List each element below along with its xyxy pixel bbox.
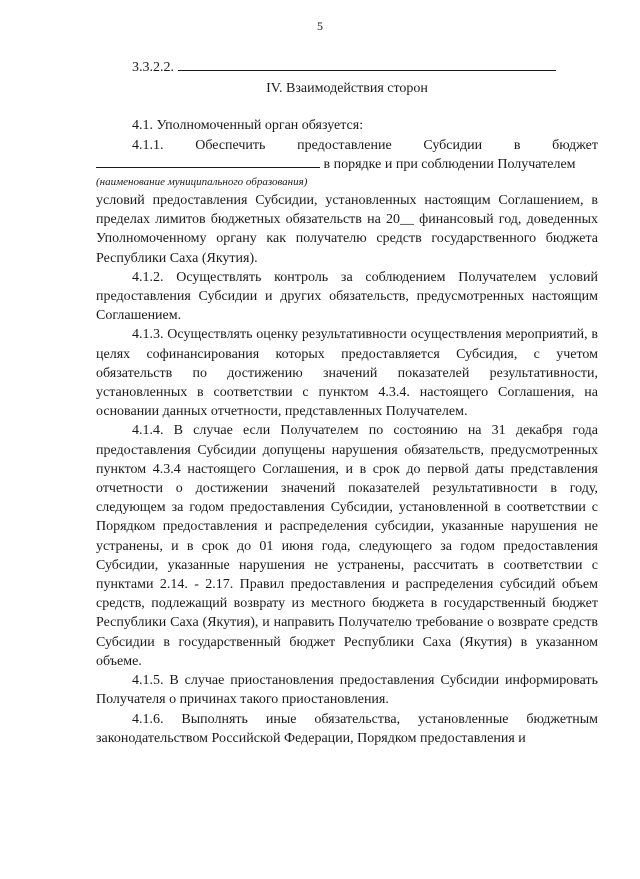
paragraph-4-1-5: 4.1.5. В случае приостановления предоставления Субсидии информировать Получателя о причинах такого приостановления.	[96, 673, 598, 708]
paragraph-4-1-4: 4.1.4. В случае если Получателем по состоянию на 31 декабря года предоставления Субсидии допущены нарушения обязательств, предусмотренных пунктом 4.3.4 настоящего Соглашения, и в срок до первой даты представления отчетности о достижении значений показателей результативности в году, следующем за годом предоставления Субсидии, установленной в соответствии с Порядком предоставления и распределения субсидии, указанные нарушения не устранены, и в срок до 01 июня года, следующего за годом предоставления Субсидии, указанные нарушения не устранены, рассчитать в соответствии с пунктами 2.14. - 2.17. Правил предоставления и распределения субсидий объем средств, подлежащий возврату из местного бюджета в государственный бюджет Республики Саха (Якутия), и направить Получателю требование о возврате средств Субсидии в государственный бюджет Республики Саха (Якутия) в указанном объеме.	[96, 423, 598, 669]
municipality-blank	[96, 155, 320, 168]
item-3-3-2-2	[96, 58, 598, 77]
page-number: 5	[317, 19, 323, 33]
municipality-caption: (наименование муниципального образования)	[96, 176, 308, 189]
line-tail: в порядке и при соблюдении Получателем	[323, 156, 576, 172]
paragraph-4-1-3: 4.1.3. Осуществлять оценку результативности осуществления мероприятий, в целях софинансирования которых предоставляется Субсидия, с учетом обязательств по достижению значений показателей результативности, установленных в соответствии с пунктом 4.3.4. настоящего Соглашения, на основании данных отчетности, представленных Получателем.	[96, 327, 598, 420]
paragraph-4-1-2: 4.1.2. Осуществлять контроль за соблюдением Получателем условий предоставления Субсидии и других обязательств, предусмотренных настоящим Соглашением.	[96, 269, 598, 324]
paragraph-4-1-1-line1	[96, 136, 598, 155]
paragraph-4-1-1-rest: условий предоставления Субсидии, установленных настоящим Соглашением, в пределах лимитов бюджетных обязательств на 20__ финансовый год, доведенных Уполномоченному органу как получателю средств государственного бюджета Республики Саха (Якутия).	[96, 193, 598, 266]
word: 4.1.1.	[132, 137, 164, 153]
word: предоставление	[297, 137, 392, 153]
document-body	[96, 58, 598, 748]
word: Субсидии	[423, 137, 483, 153]
word: бюджет	[552, 137, 598, 153]
word: Обеспечить	[195, 137, 266, 153]
paragraph-4-1: 4.1. Уполномоченный орган обязуется:	[132, 118, 364, 134]
paragraph-4-1-1-line2	[96, 155, 598, 174]
paragraph-4-1-6: 4.1.6. Выполнять иные обязательства, установленные бюджетным законодательством Российской Федерации, Порядком предоставления и	[96, 711, 598, 746]
item-3-3-2-2-label: 3.3.2.2.	[132, 60, 174, 75]
section-title: IV. Взаимодействия сторон	[266, 81, 428, 97]
word: в	[513, 137, 521, 153]
blank-line	[178, 58, 556, 71]
